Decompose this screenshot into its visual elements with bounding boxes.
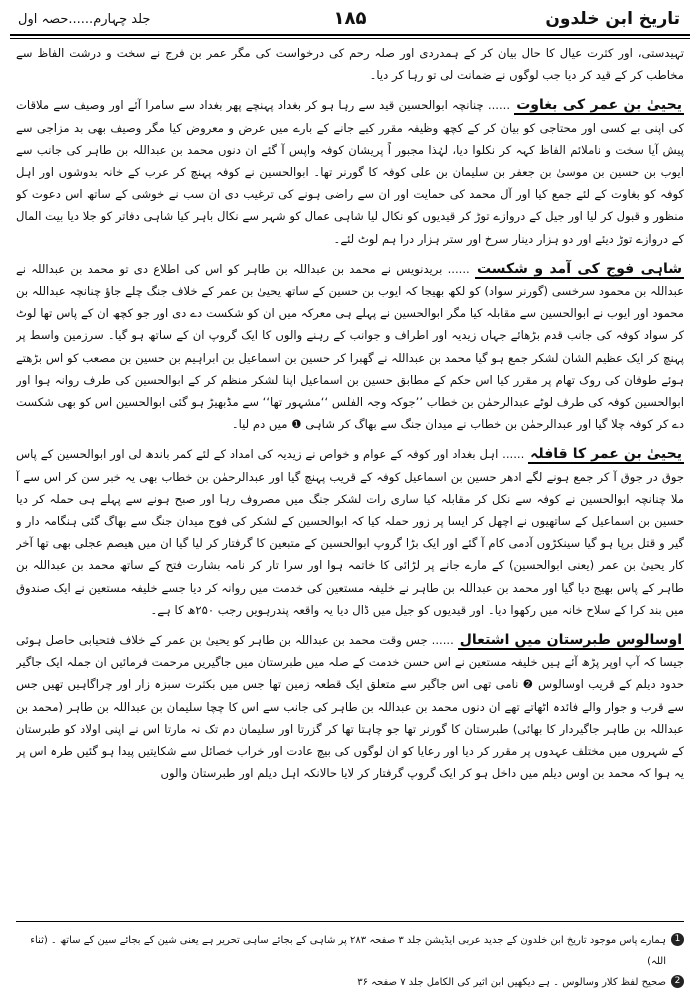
heading-separator: ...... — [442, 261, 470, 276]
paragraph — [16, 94, 684, 249]
page-number: ۱۸۵ — [333, 8, 367, 29]
section-heading: شاہی فوج کی آمد و شکست — [476, 260, 682, 277]
footnote-text: ہمارے پاس موجود تاریخ ابن خلدون کے جدید عربی ایڈیشن جلد ۳ صفحہ ۲۸۳ پر شاہی کے بجائے ساہی تحریر ہے یعنی شین کے بجائے سین کے ساتھ ۔ (ثناء اللہ) — [30, 935, 666, 967]
volume-part-label: جلد چہارم......حصہ اول — [18, 12, 151, 27]
paragraph-text: چنانچہ ابوالحسین قید سے رہا ہو کر بغداد پہنچے پھر بغداد سے سامرا آئے اور وصیف سے ملاقات کی اپنی بے کسی اور محتاجی کو بیان کر کے کچھ وظیفہ مقرر کیے جانے کے بارے میں عرض و معروض کیا مگر وصیف بھی بد مزاجی سے پیش آیا سخت و ناملائم الفاظ کہہ کر نکلوا دیا، لہٰذا مجبور اً پریشان کوفہ واپس آ گئے ان دنوں محمد بن عبداللہ بن طاہر کی جانب سے ایوب بن حسین بن موسیٰ بن جعفر بن سلیمان بن علی کوفہ کا گورنر تھا۔ ابوالحسین نے کوفہ پہنچ کر عرب کے خانہ بدوشوں اور اہل کوفہ کو بغاوت کے لئے جمع کیا اور آل محمد کی حمایت اور ان سے راضی ہونے کی ترغیب دی ان سب نے خوشی کے ساتھ اس دعوت کو منظور و قبول کر لیا اور جیل کے دروازے توڑ کر قیدیوں کو نکال لیا شاہی عمال کو شہر سے نکال باہر کیا شاہی دفاتر کو جلا دیا بیت المال کے دروازے توڑ دیئے اور دو ہزار دینار سرخ اور ستر ہزار درا ہم لوٹ لئے۔ — [16, 98, 684, 246]
heading-separator: ...... — [498, 447, 525, 462]
page-body — [16, 42, 684, 917]
paragraph-text: بریدنویس نے محمد بن عبداللہ بن طاہر کو اس کی اطلاع دی تو محمد بن عبداللہ نے عبداللہ بن محمود سرخسی (گورنر سواد) کو لکھ بھیجا کہ ایوب بن حسین کے ساتھ یحییٰ بن عمر کے خلاف جنگ چلے جاؤ چنانچہ عبداللہ بن محمود اور ایوب نے ابوالحسین سے مقابلہ کیا مگر ابوالحسین نے پہلے ہی معرکہ میں ان کو شکست دے دی اور جو کچھ ان کے پاس تھا لوٹ کر سواد کوفہ کی جانب قدم بڑھائے جہاں زیدیہ اور اطراف و جوانب کے رہنے والوں کا ایک گروپ ان کے ساتھ ہو گیا۔ سرزمین واسط پر پہنچ کر ایک عظیم الشان لشکر جمع ہو گیا محمد بن عبداللہ نے گھبرا کر حسین بن اسماعیل بن ابراہیم بن حسین بن مصعب کو اس بڑھتے ہوئے طوفان کی روک تھام پر مقرر کیا اس حکم کے مطابق حسین بن اسماعیل اپنا لشکر منظم کر کے ابوالحسین کی طرف روانہ ہوا اور ابوالحسین کوفہ کی طرف لوٹے عبدالرحمٰن بن خطاب ’’جوکہ وجہ الفلس ‘‘مشہور تھا‘‘ سے مڈبھیڑ ہو گئی ابوالحسین اس کو بھی شکست دے کر کوفہ چلا گیا اور عبدالرحمٰن بن خطاب نے میدان جنگ سے بھاگ کر شاہی ❶ میں دم لیا۔ — [16, 261, 684, 432]
header-rule-thin — [10, 38, 690, 39]
footnote-marker: 2 — [671, 975, 684, 988]
paragraph — [16, 629, 684, 784]
page-header — [10, 6, 690, 34]
section-heading: یحییٰ بن عمر کا قافلہ — [530, 446, 682, 463]
footnote-text: صحیح لفظ کلار وسالوس ۔ ہے دیکھیں ابن اثیر کی الکامل جلد ۷ صفحہ ۳۶ — [357, 977, 666, 988]
paragraph-text: اہل بغداد اور کوفہ کے عوام و خواص نے زیدیہ کی امداد کے لئے کمر باندھ لی اور ابوالحسین کے پاس جوق در جوق آ کر جمع ہونے لگے ادھر حسین بن اسماعیل کوفہ کے قریب پہنچ گیا اور عبدالرحمٰن بن خطاب بھی یہ خبر سن کر اس سے آ ملا چنانچہ ابوالحسین نے کوفہ سے نکل کر مقابلہ کیا ساری رات لشکر جنگ میں مصروف رہا اور صبح ہونے سے پہلے ہی حملہ کر دیا حسین بن اسماعیل کے ساتھیوں نے اچھل کر ایسا پر زور حملہ کیا کہ ابوالحسین کے لشکر کی فوج میدان جنگ سے بھاگ گئی ہنگامہ دار و گیر و قتل برپا ہو گیا سینکڑوں آدمی کام آ گئے اور ایک بڑا گروپ ابوالحسین کے متبعین کا گرفتار کر لیا گیا ان میں ھیصم عجلی بھی تھا آخر کار یحییٰ بن عمر (یعنی ابوالحسین) کے مارے جانے پر لڑائی کا خاتمہ ہوا اور سرا تار کر نامہ بشارت فتح کے ساتھ محمد بن عبداللہ بن طاہر کے پاس بھیج دیا گیا اور محمد بن عبداللہ بن طاہر نے خلیفہ مستعین کی خدمت میں روانہ کر دیا جسے خلیفہ مستعین نے ایک صندوق میں بند کرا کے سلاح خانہ میں رکھوا دیا۔ اور قیدیوں کو جیل میں ڈال دیا یہ واقعہ پندرہویں رجب ۲۵۰ھ کا ہے۔ — [16, 447, 684, 617]
heading-separator: ...... — [483, 98, 511, 113]
header-rule — [10, 34, 690, 36]
paragraph — [16, 258, 684, 436]
footnotes — [16, 930, 684, 993]
book-title: تاریخ ابن خلدون — [545, 9, 680, 29]
footnote-rule — [16, 921, 684, 922]
paragraph-text: تہیدستی، اور کثرت عیال کا حال بیان کر کے ہمدردی اور صلہ رحم کی درخواست کی مگر عمر بن فرج نے سخت و درشت الفاظ سے مخاطب کر کے قید کر دیا جب لوگوں نے ضمانت لی تو رہا کر دیا۔ — [16, 46, 684, 83]
footnote — [16, 930, 684, 972]
heading-separator: ...... — [427, 633, 454, 648]
section-heading: یحییٰ بن عمر کی بغاوت — [516, 97, 682, 114]
paragraph — [16, 443, 684, 621]
footnote-marker: 1 — [671, 933, 684, 946]
section-heading: اوسالوس طبرستان میں اشتعال — [459, 632, 682, 649]
paragraph-text: جس وقت محمد بن عبداللہ بن طاہر کو یحییٰ بن عمر کے خلاف فتحیابی حاصل ہوئی جیسا کہ آپ اوپر پڑھ آئے ہیں خلیفہ مستعین نے اس حسن خدمت کے صلہ میں طبرستان میں جاگیریں مرحمت فرمائیں ان جملہ ایک جاگیر حدود دیلم کے قریب اوسالوس ❷ نامی تھی اس جاگیر سے متعلق ایک قطعہ زمین تھا جس میں بکثرت سبزہ زار اور چراگاہیں تھیں جس سے قرب و جوار والے فائدہ اٹھاتے تھے ان دنوں محمد بن عبداللہ بن طاہر کی جانب سے اس کا چچا سلیمان بن عبداللہ بن طاہر (محمد بن عبداللہ بن طاہر جاگیردار کا بھائی) طبرستان کا گورنر تھا جو چاہتا تھا کر گزرتا اور سلیمان دم تک نہ مارتا اس نے اپنی اولاد کو طبرستان کے شہروں میں مختلف عہدوں پر مقرر کر دیا اور رعایا کو ان لوگوں کی بیچ عادت اور خراب خصائل سے شکایتیں پیدا ہو گئیں طرہ اس پر یہ ہوا کہ محمد بن اوس دیلم میں داخل ہو کر ایک گروپ گرفتار کر لایا حالانکہ اہل دیلم اور طبرستان والوں — [16, 633, 684, 781]
paragraph — [16, 42, 684, 86]
